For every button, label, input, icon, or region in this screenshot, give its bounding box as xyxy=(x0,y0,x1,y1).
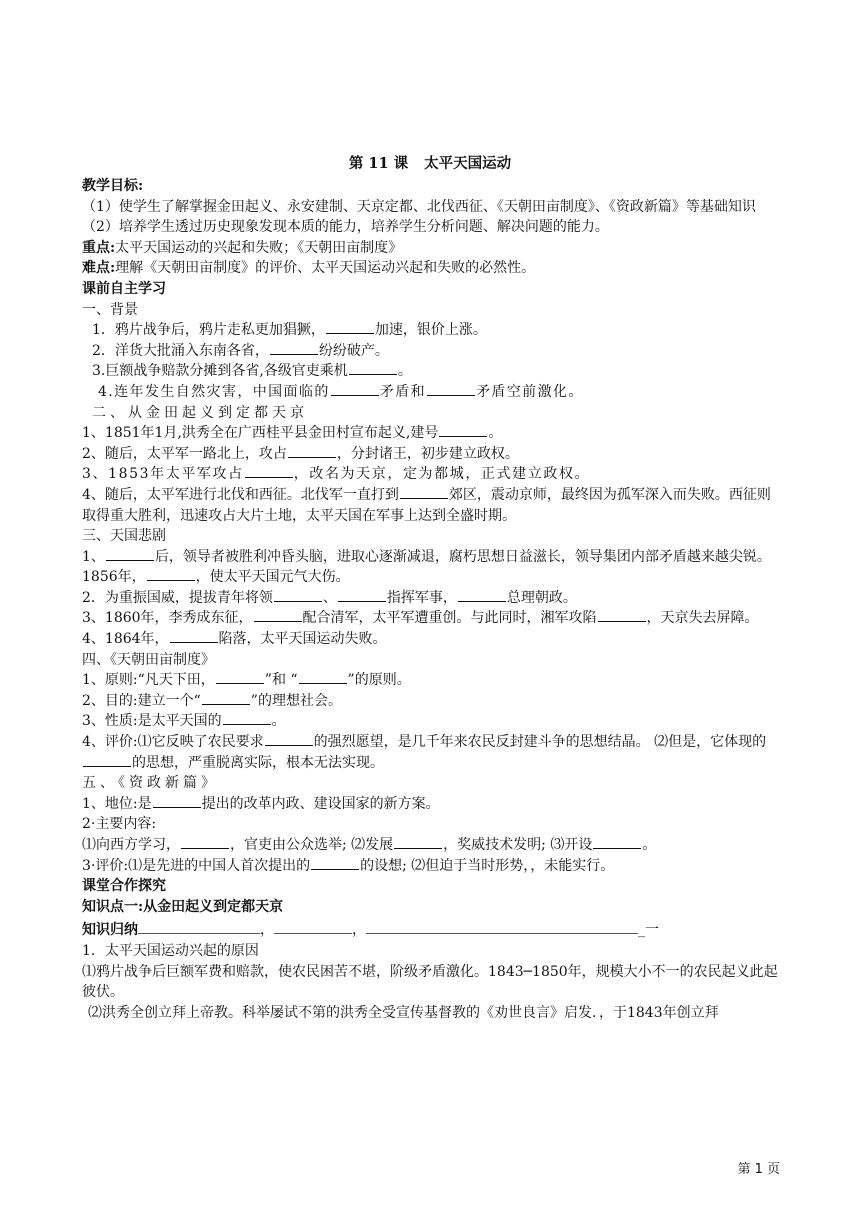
objectives-heading: 教学目标: xyxy=(82,178,144,194)
fill-blank[interactable] xyxy=(400,485,448,499)
text: 1、原则:“凡天下田， xyxy=(82,672,215,689)
land-system-item-1 xyxy=(82,670,778,691)
worksheet-page xyxy=(82,154,778,1023)
fill-blank[interactable] xyxy=(331,382,379,396)
summary-tail: _一 xyxy=(638,922,659,939)
text: 2．为重振国威，提拔青年将领 xyxy=(82,589,273,606)
fill-blank[interactable] xyxy=(394,835,442,849)
uprising-item-1 xyxy=(82,423,778,444)
fill-blank[interactable] xyxy=(106,547,154,561)
fill-blank[interactable] xyxy=(349,361,397,375)
key-points xyxy=(82,238,778,259)
knowledge-point-1-heading: 知识点一:从金田起义到定都天京 xyxy=(82,898,284,915)
uprising-item-2 xyxy=(82,444,778,465)
key-text: 太平天国运动的兴起和失败；《天朝田亩制度》 xyxy=(115,239,403,256)
text: 1、1851年1月,洪秀全在广西桂平县金田村宣布起义,建号 xyxy=(82,425,439,442)
fill-blank[interactable] xyxy=(181,835,229,849)
section-1-heading: 一、背景 xyxy=(82,301,138,318)
prestudy-heading: 课前自主学习 xyxy=(82,280,166,297)
text: 4、评价:⑴它反映了农民要求 xyxy=(82,734,264,751)
difficult-label: 难点: xyxy=(82,260,116,277)
uprising-item-3 xyxy=(82,464,778,485)
fill-blank[interactable] xyxy=(245,464,293,478)
fill-blank[interactable] xyxy=(311,856,359,870)
text: 郊区，震动京师，最终因为孤军深入而失败。西征则取得重大胜利，迅速攻占大片土地，太平天国在军事上达到全盛时期。 xyxy=(82,486,771,524)
new-policy-item-3 xyxy=(82,835,778,856)
lesson-topic: 太平天国运动 xyxy=(424,155,512,172)
reason-2: ⑵洪秀全创立拜上帝教。科举屡试不第的洪秀全受宣传基督教的《劝世良言》启发．，于1843年创立拜 xyxy=(88,1004,719,1021)
text: 后，领导者被胜利冲昏头脑，进取心逐渐减退，腐朽思想日益滋长，领导集团内部矛盾越来越尖锐。1856年， xyxy=(82,548,771,586)
tragedy-item-2 xyxy=(82,588,778,609)
fill-blank[interactable] xyxy=(593,835,641,849)
page-number: 第 1 页 xyxy=(737,1162,780,1177)
text: ，使太平天国元气大伤。 xyxy=(195,569,350,586)
text: 。 xyxy=(397,363,412,380)
fill-blank[interactable] xyxy=(216,670,264,684)
fill-blank[interactable] xyxy=(458,588,506,602)
objective-2: （2）培养学生透过历史现象发现本质的能力，培养学生分析问题、解决问题的能力。 xyxy=(82,219,609,236)
text: ”和 “ xyxy=(264,672,298,689)
fill-blank[interactable] xyxy=(598,608,646,622)
text: 纷纷破产。 xyxy=(318,342,389,359)
text: 3、1853年太平军攻占 xyxy=(82,466,244,483)
text: ⑴向西方学习， xyxy=(82,837,180,853)
fill-blank[interactable] xyxy=(338,588,386,602)
summary-blank[interactable] xyxy=(138,921,260,934)
tragedy-item-4 xyxy=(82,629,778,650)
separator: ， xyxy=(352,922,366,939)
text: 提出的改革内政、建设国家的新方案。 xyxy=(201,795,440,812)
text: 。 xyxy=(271,713,286,730)
text: 矛盾空前激化。 xyxy=(475,383,584,400)
text: 2．洋货大批涌入东南各省， xyxy=(92,342,269,359)
fill-blank[interactable] xyxy=(153,794,201,808)
new-policy-item-2: 2·主要内容: xyxy=(82,816,157,833)
new-policy-item-4 xyxy=(82,856,778,877)
fill-blank[interactable] xyxy=(265,732,313,746)
fill-blank[interactable] xyxy=(288,444,336,458)
summary-label: 知识归纳 xyxy=(82,922,138,939)
text: ，改名为天京，定为都城，正式建立政权。 xyxy=(293,466,591,483)
fill-blank[interactable] xyxy=(274,588,322,602)
text: 的强烈愿望，是几千年来农民反封建斗争的思想结晶。 ⑵但是，它体现的 xyxy=(313,734,767,751)
section-4-heading: 四、《天朝田亩制度》 xyxy=(82,651,215,668)
text: ，天京失去屏障。 xyxy=(646,610,759,627)
text: 2、目的:建立一个“ xyxy=(82,692,201,709)
uprising-item-4 xyxy=(82,485,778,526)
fill-blank[interactable] xyxy=(326,320,374,334)
summary-row xyxy=(82,920,778,941)
section-2-heading: 二、从金田起义到定都天京 xyxy=(92,404,308,421)
land-system-item-3 xyxy=(82,711,778,732)
reason-1: ⑴鸦片战争后巨额军费和赔款，使农民困苦不堪，阶级矛盾激化。1843─1850年，规模大小不一的农民起义此起彼伏。 xyxy=(82,963,778,1001)
text: 总理朝政。 xyxy=(506,589,577,606)
text: 4、1864年， xyxy=(82,631,169,648)
text: 的思想，严重脱离实际，根本无法实现。 xyxy=(132,754,384,771)
text: 、 xyxy=(322,589,337,606)
classwork-heading: 课堂合作探究 xyxy=(82,878,166,895)
text: ”的原则。 xyxy=(347,672,411,689)
text: 4、随后，太平军进行北伐和西征。北伐军一直打到 xyxy=(82,486,399,503)
objective-1: （1）使学生了解掌握金田起义、永安建制、天京定都、北伐西征、《天朝田亩制度》、《资政新篇》等基础知识 xyxy=(82,198,756,215)
text: 指挥军事， xyxy=(386,589,457,606)
text: 1、地位:是 xyxy=(82,795,152,812)
tragedy-item-3 xyxy=(82,608,778,629)
text: 。 xyxy=(488,425,503,442)
fill-blank[interactable] xyxy=(270,341,318,355)
text: 。 xyxy=(642,837,657,853)
text: 陷落，太平天国运动失败。 xyxy=(218,631,387,648)
text: ”的理想社会。 xyxy=(250,692,342,709)
text: 配合清军，太平军遭重创。与此同时，湘军攻陷 xyxy=(302,610,597,627)
land-system-item-2 xyxy=(82,691,778,712)
difficult-text: 理解《天朝田亩制度》的评价、太平天国运动兴起和失败的必然性。 xyxy=(115,260,536,277)
summary-blank[interactable] xyxy=(366,921,638,934)
background-item-2 xyxy=(82,341,778,362)
text: 1、 xyxy=(82,548,105,565)
summary-blank[interactable] xyxy=(274,921,352,934)
text: 加速，银价上涨。 xyxy=(374,322,487,339)
fill-blank[interactable] xyxy=(223,711,271,725)
fill-blank[interactable] xyxy=(427,382,475,396)
fill-blank[interactable] xyxy=(299,670,347,684)
land-system-item-4 xyxy=(82,732,778,773)
text: 3.巨额战争赔款分摊到各省,各级官吏乘机 xyxy=(92,363,348,380)
fill-blank[interactable] xyxy=(439,423,487,437)
section-3-heading: 三、天国悲剧 xyxy=(82,528,166,545)
fill-blank[interactable] xyxy=(147,567,195,581)
fill-blank[interactable] xyxy=(254,608,302,622)
text: 4.连年发生自然灾害，中国面临的 xyxy=(98,383,330,400)
text: 3、性质:是太平天国的 xyxy=(82,713,222,730)
lesson-title xyxy=(82,154,778,174)
lesson-number: 第 11 课 xyxy=(348,155,409,172)
text: 1．鸦片战争后，鸦片走私更加猖獗， xyxy=(92,322,325,339)
new-policy-item-1 xyxy=(82,794,778,815)
text: 3、1860年，李秀成东征， xyxy=(82,610,253,627)
text: ，官吏由公众选举; ⑵发展 xyxy=(230,837,394,853)
text: ，分封诸王，初步建立政权。 xyxy=(336,445,519,462)
text: ，奖威技术发明; ⑶开设 xyxy=(443,837,593,853)
key-label: 重点: xyxy=(82,239,116,256)
tragedy-item-1 xyxy=(82,547,778,588)
fill-blank[interactable] xyxy=(170,629,218,643)
text: 的设想; ⑵但迫于当时形势，，未能实行。 xyxy=(360,857,615,874)
fill-blank[interactable] xyxy=(83,753,131,767)
background-item-3 xyxy=(82,361,778,382)
text: 3·评价:⑴是先进的中国人首次提出的 xyxy=(82,857,311,874)
difficult-points xyxy=(82,258,778,279)
reasons-heading: 1．太平天国运动兴起的原因 xyxy=(82,942,259,959)
text: 2、随后，太平军一路北上，攻占 xyxy=(82,445,287,462)
section-5-heading: 五、《资政新篇》 xyxy=(82,775,219,792)
text: 矛盾和 xyxy=(379,383,426,400)
background-item-4 xyxy=(82,382,778,403)
fill-blank[interactable] xyxy=(202,691,250,705)
separator: ， xyxy=(260,922,274,939)
background-item-1 xyxy=(82,320,778,341)
